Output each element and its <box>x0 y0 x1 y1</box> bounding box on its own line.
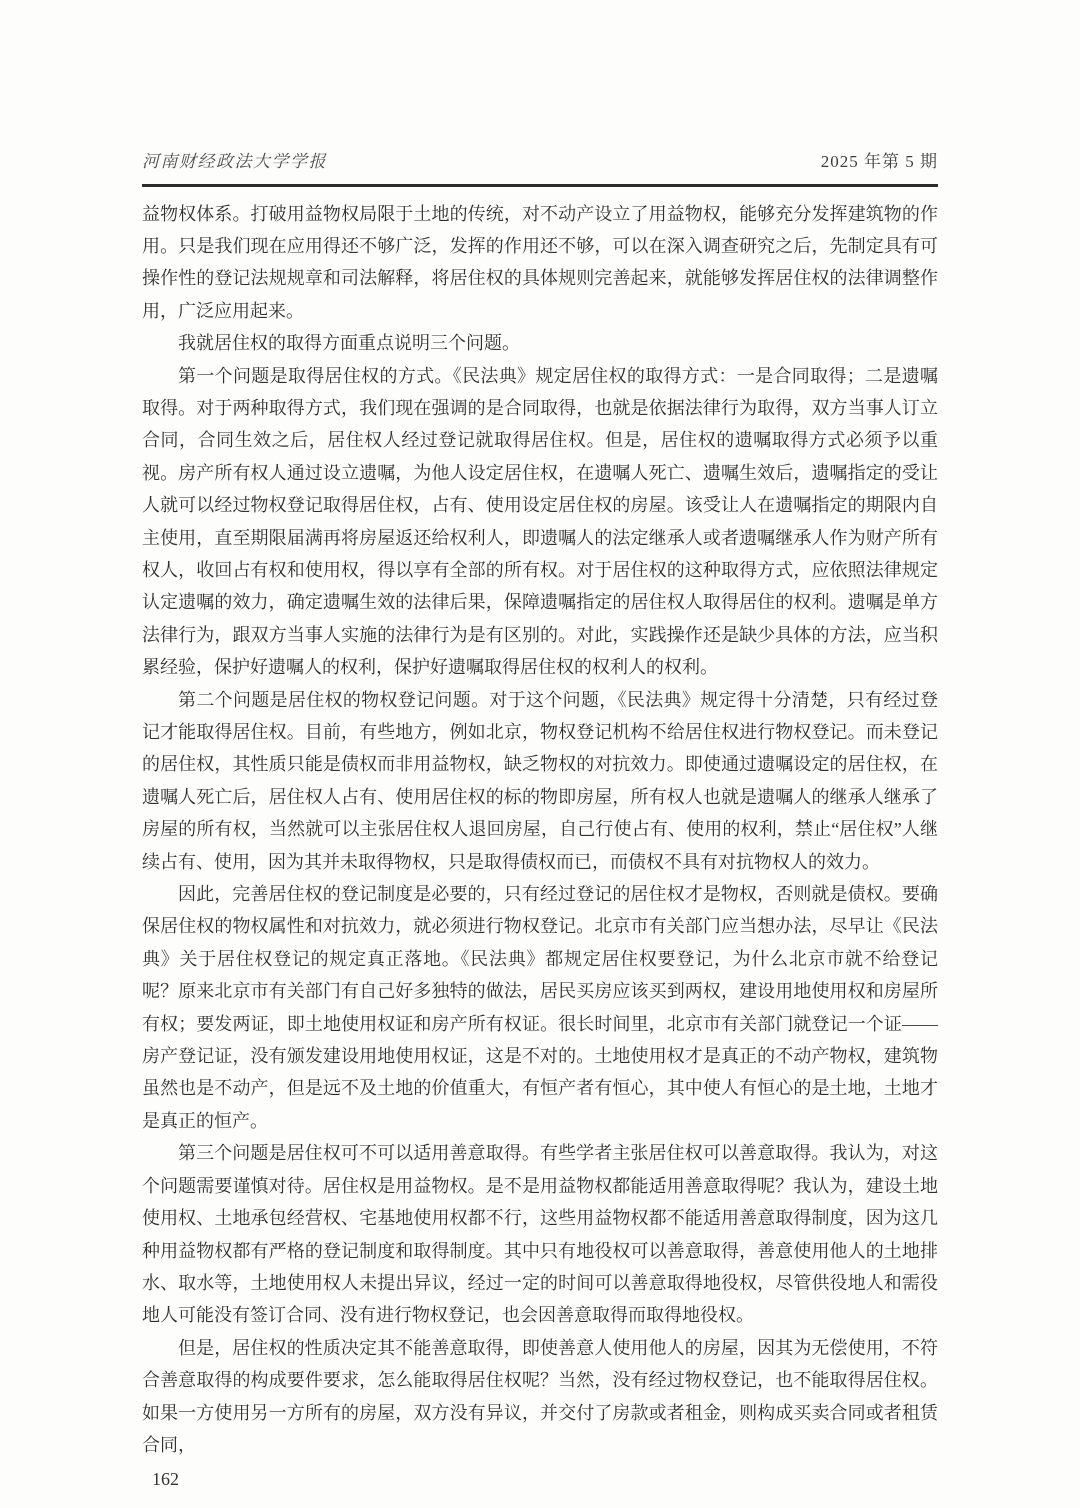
page-header <box>142 147 938 172</box>
body-paragraph: 第一个问题是取得居住权的方式。《民法典》规定居住权的取得方式：一是合同取得；二是遗嘱取得。对于两种取得方式，我们现在强调的是合同取得，也就是依据法律行为取得，双方当事人订立合同，合同生效之后，居住权人经过登记就取得居住权。但是，居住权的遗嘱取得方式必须予以重视。房产所有权人通过设立遗嘱，为他人设定居住权，在遗嘱人死亡、遗嘱生效后，遗嘱指定的受让人就可以经过物权登记取得居住权，占有、使用设定居住权的房屋。该受让人在遗嘱指定的期限内自主使用，直至期限届满再将房屋返还给权利人，即遗嘱人的法定继承人或者遗嘱继承人作为财产所有权人，收回占有权和使用权，得以享有全部的所有权。对于居住权的这种取得方式，应依照法律规定认定遗嘱的效力，确定遗嘱生效的法律后果，保障遗嘱指定的居住权人取得居住的权利。遗嘱是单方法律行为，跟双方当事人实施的法律行为是有区别的。对此，实践操作还是缺少具体的方法，应当积累经验，保护好遗嘱人的权利，保护好遗嘱取得居住权的权利人的权利。 <box>142 365 938 678</box>
journal-title: 河南财经政法大学学报 <box>142 152 327 171</box>
body-paragraph: 我就居住权的取得方面重点说明三个问题。 <box>178 333 520 354</box>
page-number: 162 <box>152 1469 179 1490</box>
article-body <box>142 198 938 1462</box>
body-paragraph: 第三个问题是居住权可不可以适用善意取得。有些学者主张居住权可以善意取得。我认为，对这个问题需要谨慎对待。居住权是用益物权。是不是用益物权都能适用善意取得呢？我认为，建设土地使用权、土地承包经营权、宅基地使用权都不行，这些用益物权都不能适用善意取得制度，因为这几种用益物权都有严格的登记制度和取得制度。其中只有地役权可以善意取得，善意使用他人的土地排水、取水等，土地使用权人未提出异议，经过一定的时间可以善意取得地役权，尽管供役地人和需役地人可能没有签订合同、没有进行物权登记，也会因善意取得而取得地役权。 <box>142 1143 938 1326</box>
body-paragraph: 益物权体系。打破用益物权局限于土地的传统，对不动产设立了用益物权，能够充分发挥建筑物的作用。只是我们现在应用得还不够广泛，发挥的作用还不够，可以在深入调查研究之后，先制定具有可操作性的登记法规规章和司法解释，将居住权的具体规则完善起来，就能够发挥居住权的法律调整作用，广泛应用起来。 <box>142 203 938 321</box>
body-paragraph: 因此，完善居住权的登记制度是必要的，只有经过登记的居住权才是物权，否则就是债权。要确保居住权的物权属性和对抗效力，就必须进行物权登记。北京市有关部门应当想办法，尽早让《民法典》关于居住权登记的规定真正落地。《民法典》都规定居住权要登记，为什么北京市就不给登记呢？原来北京市有关部门有自己好多独特的做法，居民买房应该买到两权，建设用地使用权和房屋所有权；要发两证，即土地使用权证和房产所有权证。很长时间里，北京市有关部门就登记一个证——房产登记证，没有颁发建设用地使用权证，这是不对的。土地使用权才是真正的不动产物权，建筑物虽然也是不动产，但是远不及土地的价值重大，有恒产者有恒心，其中使人有恒心的是土地，土地才是真正的恒产。 <box>142 884 938 1131</box>
body-paragraph: 第二个问题是居住权的物权登记问题。对于这个问题，《民法典》规定得十分清楚，只有经过登记才能取得居住权。目前，有些地方，例如北京，物权登记机构不给居住权进行物权登记。而未登记的居住权，其性质只能是债权而非用益物权，缺乏物权的对抗效力。即使通过遗嘱设定的居住权，在遗嘱人死亡后，居住权人占有、使用居住权的标的物即房屋，所有权人也就是遗嘱人的继承人继承了房屋的所有权，当然就可以主张居住权人退回房屋，自己行使占有、使用的权利，禁止“居住权”人继续占有、使用，因为其并未取得物权，只是取得债权而已，而债权不具有对抗物权人的效力。 <box>142 689 938 872</box>
header-rule <box>142 184 938 187</box>
content-column <box>142 0 938 1490</box>
issue-label: 2025 年第 5 期 <box>820 152 938 171</box>
body-paragraph: 但是，居住权的性质决定其不能善意取得，即使善意人使用他人的房屋，因其为无偿使用，不符合善意取得的构成要件要求，怎么能取得居住权呢？当然，没有经过物权登记，也不能取得居住权。如果一方使用另一方所有的房屋，双方没有异议，并交付了房款或者租金，则构成买卖合同或者租赁合同， <box>142 1337 938 1455</box>
